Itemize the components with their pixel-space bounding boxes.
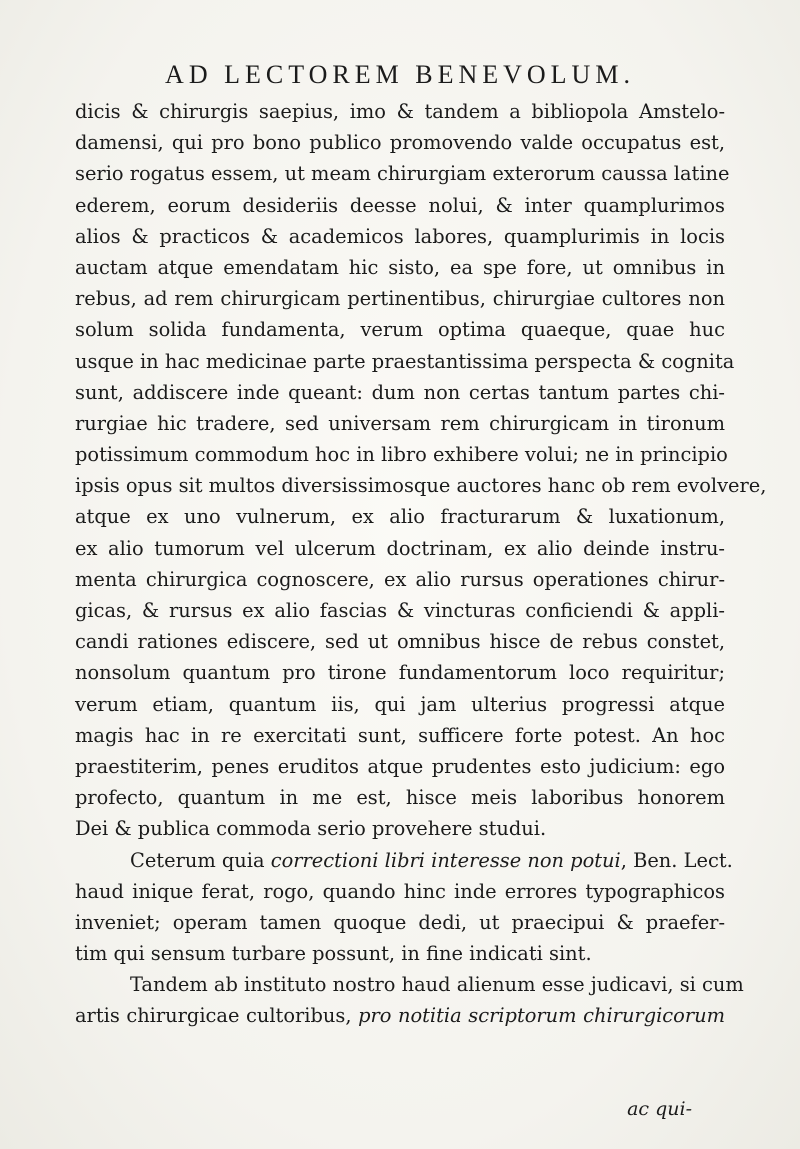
text-line: verum etiam, quantum iis, qui jam ulterius progressi atque: [75, 692, 725, 716]
text-line: nonsolum quantum pro tirone fundamentorum loco requiritur;: [75, 661, 725, 685]
catchword: ac qui-: [627, 1098, 692, 1120]
text-line: ipsis opus sit multos diversissimosque auctores hanc ob rem evolvere,: [75, 474, 767, 498]
text-line: ex alio tumorum vel ulcerum doctrinam, ex alio deinde instru-: [75, 536, 725, 560]
text-line: praestiterim, penes eruditos atque prudentes esto judicium: ego: [75, 754, 725, 778]
text-line: ederem, eorum desideriis deesse nolui, & inter quamplurimos: [75, 193, 725, 217]
text-span: artis chirurgicae cultoribus,: [75, 1004, 352, 1028]
text-span: , Ben. Lect.: [620, 848, 733, 872]
text-line: rebus, ad rem chirurgicam pertinentibus, chirurgiae cultores non: [75, 287, 725, 311]
text-span: Ceterum quia: [130, 848, 265, 872]
text-line: rurgiae hic tradere, sed universam rem chirurgicam in tironum: [75, 411, 725, 435]
text-line: solum solida fundamenta, verum optima quaeque, quae huc: [75, 318, 725, 342]
text-line: sunt, addiscere inde queant: dum non certas tantum partes chi-: [75, 380, 725, 404]
text-line: profecto, quantum in me est, hisce meis laboribus honorem: [75, 786, 725, 810]
text-line: inveniet; operam tamen quoque dedi, ut praecipui & praefer-: [75, 910, 725, 934]
text-line: Dei & publica commoda serio provehere studui.: [75, 817, 547, 841]
text-line: damensi, qui pro bono publico promovendo valde occupatus est,: [75, 131, 725, 155]
text-line: potissimum commodum hoc in libro exhibere volui; ne in principio: [75, 443, 728, 467]
paragraph-start: [75, 845, 733, 876]
italic-title: correctioni libri interesse non potui: [270, 848, 621, 872]
text-line: haud inique ferat, rogo, quando hinc inde errores typographicos: [75, 879, 725, 903]
italic-title: pro notitia scriptorum chirurgicorum: [358, 1004, 725, 1028]
text-line: alios & practicos & academicos labores, quamplurimis in locis: [75, 224, 725, 248]
text-line: serio rogatus essem, ut meam chirurgiam exterorum caussa latine: [75, 162, 730, 186]
text-line: gicas, & rursus ex alio fascias & vincturas conficiendi & appli-: [75, 599, 725, 622]
body-text: [75, 96, 767, 1032]
paragraph-start: Tandem ab instituto nostro haud alienum esse judicavi, si cum: [130, 973, 744, 997]
text-line: menta chirurgica cognoscere, ex alio rursus operationes chirur-: [75, 567, 725, 591]
text-line: usque in hac medicinae parte praestantissima perspecta & cognita: [75, 349, 735, 373]
running-title: AD LECTOREM BENEVOLUM.: [165, 60, 635, 89]
text-line: tim qui sensum turbare possunt, in fine indicati sint.: [75, 942, 592, 966]
text-line: magis hac in re exercitati sunt, sufficere forte potest. An hoc: [75, 723, 725, 747]
text-line: candi rationes ediscere, sed ut omnibus hisce de rebus constet,: [75, 630, 725, 654]
text-line: auctam atque emendatam hic sisto, ea spe fore, ut omnibus in: [75, 255, 725, 279]
text-line: dicis & chirurgis saepius, imo & tandem a bibliopola Amstelo-: [75, 100, 725, 123]
text-line: [75, 1000, 725, 1031]
text-line: atque ex uno vulnerum, ex alio fracturarum & luxationum,: [75, 505, 725, 529]
